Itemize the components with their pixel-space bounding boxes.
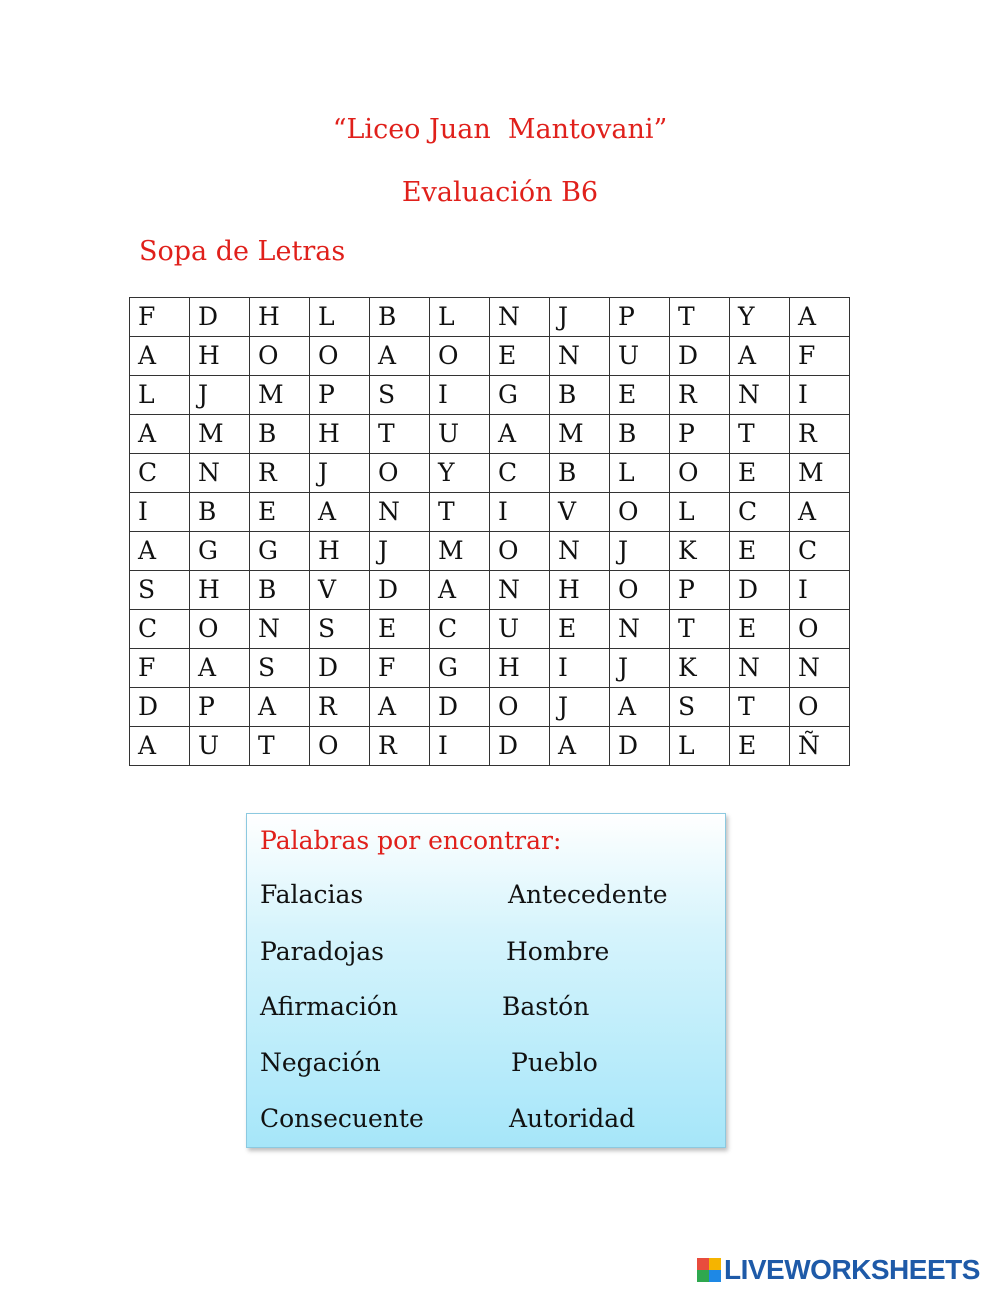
grid-cell: J — [190, 376, 250, 415]
grid-cell: F — [130, 649, 190, 688]
grid-cell: E — [730, 727, 790, 766]
grid-cell: P — [610, 298, 670, 337]
grid-cell: O — [250, 337, 310, 376]
grid-cell: I — [430, 727, 490, 766]
grid-cell: N — [730, 649, 790, 688]
grid-cell: A — [370, 337, 430, 376]
grid-cell: T — [670, 610, 730, 649]
grid-cell: B — [550, 454, 610, 493]
grid-cell: N — [250, 610, 310, 649]
grid-cell: R — [790, 415, 850, 454]
grid-cell: A — [790, 493, 850, 532]
grid-cell: L — [430, 298, 490, 337]
grid-cell: D — [430, 688, 490, 727]
grid-cell: D — [370, 571, 430, 610]
grid-cell: G — [430, 649, 490, 688]
grid-cell: B — [370, 298, 430, 337]
grid-cell: M — [550, 415, 610, 454]
grid-cell: M — [250, 376, 310, 415]
grid-cell: L — [310, 298, 370, 337]
grid-cell: M — [790, 454, 850, 493]
grid-cell: E — [250, 493, 310, 532]
grid-cell: A — [130, 337, 190, 376]
grid-cell: T — [670, 298, 730, 337]
grid-cell: A — [190, 649, 250, 688]
word-search-grid — [129, 297, 850, 766]
grid-cell: K — [670, 532, 730, 571]
word-item: Hombre — [506, 937, 610, 966]
grid-cell: C — [730, 493, 790, 532]
grid-cell: A — [370, 688, 430, 727]
grid-cell: S — [370, 376, 430, 415]
word-list-title: Palabras por encontrar: — [260, 826, 562, 855]
grid-cell: B — [190, 493, 250, 532]
grid-cell: O — [790, 688, 850, 727]
word-item: Autoridad — [509, 1104, 636, 1133]
grid-cell: S — [670, 688, 730, 727]
grid-cell: N — [790, 649, 850, 688]
grid-cell: O — [370, 454, 430, 493]
grid-row — [130, 298, 850, 337]
grid-row — [130, 454, 850, 493]
grid-cell: O — [310, 727, 370, 766]
grid-cell: O — [490, 532, 550, 571]
grid-cell: L — [610, 454, 670, 493]
grid-cell: R — [250, 454, 310, 493]
grid-cell: D — [670, 337, 730, 376]
grid-cell: I — [550, 649, 610, 688]
grid-cell: G — [490, 376, 550, 415]
grid-cell: O — [790, 610, 850, 649]
logo-icon — [697, 1258, 721, 1282]
grid-cell: F — [370, 649, 430, 688]
grid-cell: O — [310, 337, 370, 376]
grid-cell: I — [490, 493, 550, 532]
grid-cell: E — [370, 610, 430, 649]
grid-cell: Ñ — [790, 727, 850, 766]
grid-cell: S — [310, 610, 370, 649]
grid-row — [130, 415, 850, 454]
grid-row — [130, 727, 850, 766]
grid-cell: A — [490, 415, 550, 454]
word-item: Consecuente — [260, 1104, 424, 1133]
grid-cell: B — [250, 571, 310, 610]
grid-cell: N — [550, 532, 610, 571]
grid-cell: O — [670, 454, 730, 493]
grid-cell: K — [670, 649, 730, 688]
grid-cell: N — [490, 298, 550, 337]
grid-cell: D — [610, 727, 670, 766]
liveworksheets-logo — [697, 1254, 980, 1286]
grid-cell: M — [430, 532, 490, 571]
grid-cell: H — [490, 649, 550, 688]
grid-cell: P — [310, 376, 370, 415]
word-item: Paradojas — [260, 937, 384, 966]
school-title: “Liceo Juan Mantovani” — [332, 114, 668, 145]
grid-cell: I — [430, 376, 490, 415]
grid-cell: U — [490, 610, 550, 649]
grid-cell: J — [370, 532, 430, 571]
grid-cell: R — [670, 376, 730, 415]
grid-cell: D — [490, 727, 550, 766]
grid-cell: R — [310, 688, 370, 727]
grid-cell: A — [310, 493, 370, 532]
grid-cell: V — [310, 571, 370, 610]
grid-cell: G — [190, 532, 250, 571]
grid-cell: T — [430, 493, 490, 532]
grid-cell: E — [730, 532, 790, 571]
grid-cell: F — [130, 298, 190, 337]
grid-cell: I — [790, 571, 850, 610]
grid-row — [130, 376, 850, 415]
grid-cell: J — [610, 532, 670, 571]
grid-cell: N — [610, 610, 670, 649]
grid-cell: I — [790, 376, 850, 415]
logo-text: LIVEWORKSHEETS — [724, 1254, 980, 1285]
grid-cell: A — [250, 688, 310, 727]
grid-row — [130, 649, 850, 688]
grid-cell: E — [550, 610, 610, 649]
grid-cell: J — [550, 298, 610, 337]
grid-cell: N — [550, 337, 610, 376]
grid-cell: S — [130, 571, 190, 610]
grid-cell: D — [730, 571, 790, 610]
grid-cell: D — [310, 649, 370, 688]
grid-cell: N — [370, 493, 430, 532]
grid-cell: H — [310, 415, 370, 454]
grid-cell: C — [130, 454, 190, 493]
grid-cell: P — [670, 415, 730, 454]
grid-cell: O — [490, 688, 550, 727]
grid-cell: B — [550, 376, 610, 415]
grid-cell: A — [130, 415, 190, 454]
grid-row — [130, 493, 850, 532]
grid-cell: P — [190, 688, 250, 727]
grid-row — [130, 610, 850, 649]
grid-cell: Y — [730, 298, 790, 337]
word-item: Bastón — [502, 992, 590, 1021]
evaluation-title: Evaluación B6 — [401, 177, 599, 208]
grid-cell: A — [730, 337, 790, 376]
grid-cell: V — [550, 493, 610, 532]
grid-cell: H — [190, 337, 250, 376]
grid-cell: A — [790, 298, 850, 337]
grid-cell: O — [610, 571, 670, 610]
word-item: Pueblo — [511, 1048, 598, 1077]
grid-row — [130, 688, 850, 727]
grid-row — [130, 337, 850, 376]
grid-cell: T — [370, 415, 430, 454]
grid-cell: A — [430, 571, 490, 610]
grid-cell: U — [610, 337, 670, 376]
word-list-box — [246, 813, 726, 1148]
grid-cell: L — [130, 376, 190, 415]
grid-cell: T — [730, 415, 790, 454]
grid-cell: C — [430, 610, 490, 649]
section-title: Sopa de Letras — [139, 236, 346, 267]
word-item: Falacias — [260, 880, 364, 909]
grid-row — [130, 571, 850, 610]
word-item: Negación — [260, 1048, 381, 1077]
grid-cell: L — [670, 727, 730, 766]
grid-cell: O — [610, 493, 670, 532]
grid-cell: H — [310, 532, 370, 571]
grid-cell: U — [430, 415, 490, 454]
grid-row — [130, 532, 850, 571]
grid-cell: N — [490, 571, 550, 610]
grid-cell: N — [730, 376, 790, 415]
grid-cell: L — [670, 493, 730, 532]
grid-cell: E — [490, 337, 550, 376]
grid-cell: Y — [430, 454, 490, 493]
grid-cell: J — [550, 688, 610, 727]
grid-cell: M — [190, 415, 250, 454]
grid-cell: E — [610, 376, 670, 415]
grid-cell: H — [190, 571, 250, 610]
grid-cell: H — [550, 571, 610, 610]
grid-cell: E — [730, 610, 790, 649]
grid-cell: B — [610, 415, 670, 454]
grid-cell: D — [130, 688, 190, 727]
grid-cell: E — [730, 454, 790, 493]
grid-cell: O — [430, 337, 490, 376]
grid-cell: I — [130, 493, 190, 532]
word-item: Antecedente — [508, 880, 668, 909]
grid-cell: A — [610, 688, 670, 727]
grid-cell: O — [190, 610, 250, 649]
word-item: Afirmación — [260, 992, 399, 1021]
grid-cell: J — [310, 454, 370, 493]
grid-cell: S — [250, 649, 310, 688]
grid-cell: B — [250, 415, 310, 454]
grid-cell: T — [730, 688, 790, 727]
grid-cell: T — [250, 727, 310, 766]
grid-cell: F — [790, 337, 850, 376]
grid-cell: N — [190, 454, 250, 493]
grid-cell: C — [790, 532, 850, 571]
grid-cell: C — [130, 610, 190, 649]
grid-cell: A — [130, 532, 190, 571]
grid-cell: U — [190, 727, 250, 766]
grid-cell: C — [490, 454, 550, 493]
grid-cell: J — [610, 649, 670, 688]
grid-cell: A — [550, 727, 610, 766]
grid-cell: G — [250, 532, 310, 571]
grid-cell: A — [130, 727, 190, 766]
grid-cell: P — [670, 571, 730, 610]
grid-cell: R — [370, 727, 430, 766]
grid-cell: D — [190, 298, 250, 337]
grid-cell: H — [250, 298, 310, 337]
